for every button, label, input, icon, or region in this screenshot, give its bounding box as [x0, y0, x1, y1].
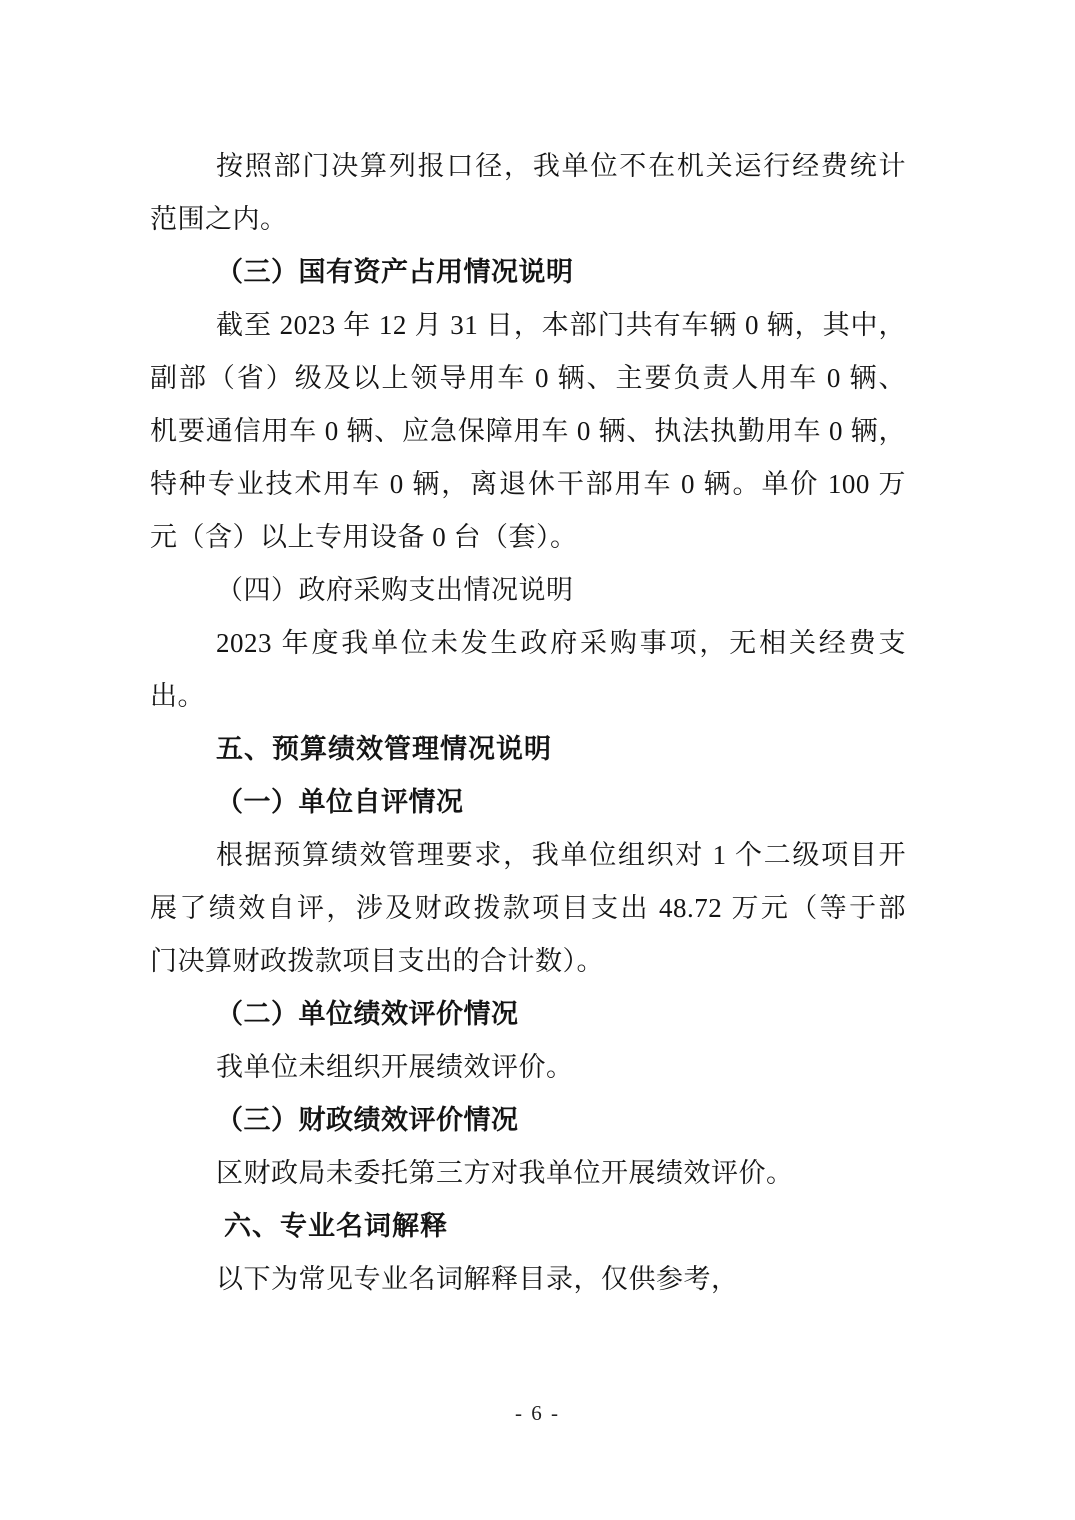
para-unit-performance-evaluation	[150, 1041, 906, 1094]
para-agency-operating-costs	[150, 140, 906, 246]
para-self-evaluation	[150, 829, 906, 988]
para-government-procurement	[150, 617, 906, 723]
heading-6-terminology: 六、专业名词解释	[224, 1211, 448, 1241]
paragraph-line: 截至 2023 年 12 月 31 日，本部门共有车辆 0 辆，其中，	[216, 310, 906, 340]
paragraph-line: 根据预算绩效管理要求，我单位组织对 1 个二级项目开	[216, 840, 906, 870]
paragraph-line: 门决算财政拨款项目支出的合计数）。	[150, 946, 604, 976]
paragraph-line: 展了绩效自评，涉及财政拨款项目支出 48.72 万元（等于部	[150, 893, 906, 923]
paragraph-line: 2023 年度我单位未发生政府采购事项，无相关经费支	[216, 628, 906, 658]
heading-5-2-unit-performance-evaluation: （二）单位绩效评价情况	[216, 999, 519, 1029]
heading-4-government-procurement: （四）政府采购支出情况说明	[216, 575, 574, 605]
heading-5-budget-performance-management: 五、预算绩效管理情况说明	[216, 734, 552, 764]
paragraph-line: 副部（省）级及以上领导用车 0 辆、主要负责人用车 0 辆、	[150, 363, 906, 393]
para-state-owned-assets	[150, 299, 906, 564]
heading-5-1-self-evaluation: （一）单位自评情况	[216, 787, 464, 817]
paragraph-line: 出。	[150, 681, 205, 711]
paragraph-line: 按照部门决算列报口径，我单位不在机关运行经费统计	[216, 151, 906, 181]
paragraph-line: 我单位未组织开展绩效评价。	[216, 1052, 574, 1082]
paragraph-line: 范围之内。	[150, 204, 288, 234]
document-body	[150, 140, 906, 1306]
paragraph-line: 机要通信用车 0 辆、应急保障用车 0 辆、执法执勤用车 0 辆，	[150, 416, 906, 446]
para-fiscal-performance-evaluation	[150, 1147, 906, 1200]
paragraph-line: 特种专业技术用车 0 辆，离退休干部用车 0 辆。单价 100 万	[150, 469, 906, 499]
paragraph-line: 区财政局未委托第三方对我单位开展绩效评价。	[216, 1158, 794, 1188]
paragraph-line: 以下为常见专业名词解释目录，仅供参考，	[216, 1264, 739, 1294]
heading-5-3-fiscal-performance-evaluation: （三）财政绩效评价情况	[216, 1105, 519, 1135]
para-terminology-intro	[150, 1253, 906, 1306]
heading-3-state-owned-assets: （三）国有资产占用情况说明	[216, 257, 574, 287]
page-number: - 6 -	[515, 1401, 560, 1425]
paragraph-line: 元（含）以上专用设备 0 台（套）。	[150, 522, 578, 552]
